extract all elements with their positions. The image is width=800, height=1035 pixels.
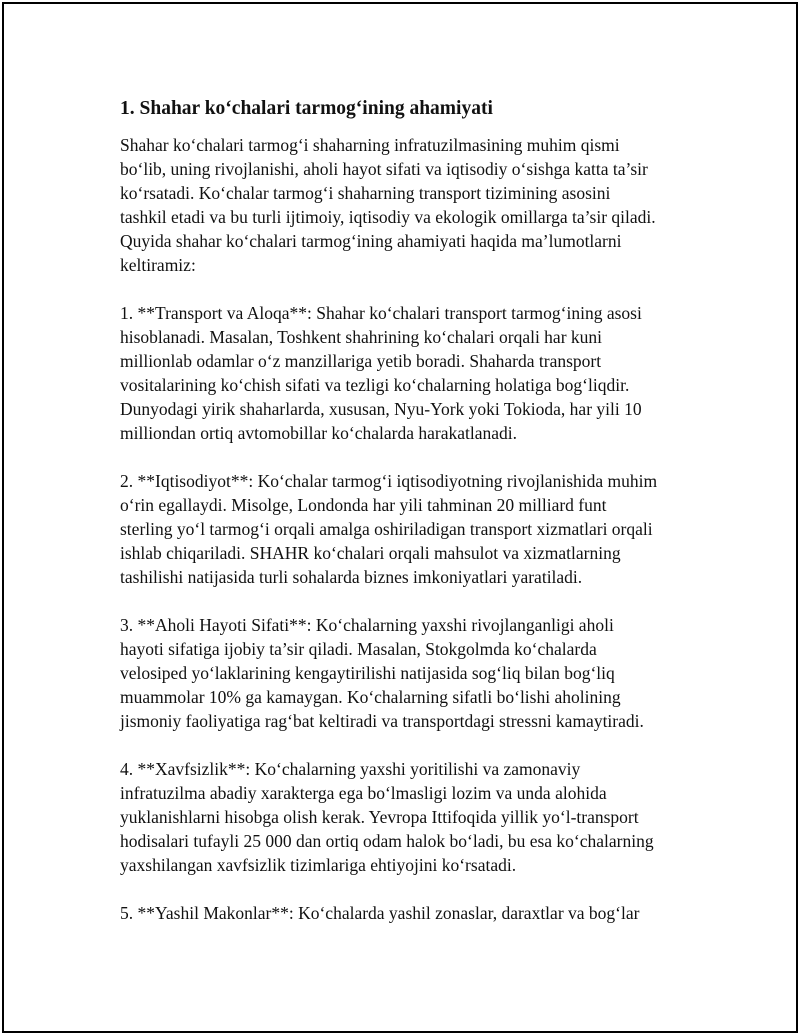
text-line: milliondan ortiq avtomobillar ko‘chalarda harakatlanadi. [120,423,518,443]
text-line: bo‘lib, uning rivojlanishi, aholi hayot sifati va iqtisodiy o‘sishga katta ta’sir [120,159,648,179]
text-line: o‘rin egallaydi. Misolge, Londonda har yili tahminan 20 milliard funt [120,495,607,515]
document-page [2,2,798,1033]
text-line: muammolar 10% ga kamaygan. Ko‘chalarning sifatli bo‘lishi aholining [120,687,621,707]
text-line: Shahar ko‘chalari tarmog‘i shaharning infratuzilmasining muhim qismi [120,135,620,155]
text-line: sterling yo‘l tarmog‘i orqali amalga oshiriladigan transport xizmatlari orqali [120,519,653,539]
document-body [120,96,720,949]
text-line: 5. **Yashil Makonlar**: Ko‘chalarda yashil zonaslar, daraxtlar va bog‘lar [120,903,640,923]
green-spaces-paragraph [120,901,720,925]
text-line: hisoblanadi. Masalan, Toshkent shahrining ko‘chalari orqali har kuni [120,327,603,347]
text-line: 1. **Transport va Aloqa**: Shahar ko‘chalari transport tarmog‘ining asosi [120,303,642,323]
text-line: tashilishi natijasida turli sohalarda biznes imkoniyatlari yaratiladi. [120,567,583,587]
quality-of-life-paragraph [120,613,720,733]
text-line: 2. **Iqtisodiyot**: Ko‘chalar tarmog‘i iqtisodiyotning rivojlanishida muhim [120,471,658,491]
text-line: hayoti sifatiga ijobiy ta’sir qiladi. Masalan, Stokgolmda ko‘chalarda [120,639,597,659]
text-line: vositalarining ko‘chish sifati va tezligi ko‘chalarning holatiga bog‘liqdir. [120,375,630,395]
text-line: 3. **Aholi Hayoti Sifati**: Ko‘chalarning yaxshi rivojlanganligi aholi [120,615,614,635]
section-heading: 1. Shahar ko‘chalari tarmog‘ining ahamiyati [120,98,493,119]
text-line: ishlab chiqariladi. SHAHR ko‘chalari orqali mahsulot va xizmatlarning [120,543,621,563]
text-line: millionlab odamlar o‘z manzillariga yetib boradi. Shaharda transport [120,351,602,371]
text-line: tashkil etadi va bu turli ijtimoiy, iqtisodiy va ekologik omillarga ta’sir qiladi. [120,207,656,227]
text-line: velosiped yo‘laklarining kengaytirilishi natijasida sog‘liq bilan bog‘liq [120,663,615,683]
transport-paragraph [120,301,720,445]
text-line: infratuzilma abadiy xarakterga ega bo‘lmasligi lozim va unda alohida [120,783,607,803]
intro-paragraph [120,133,720,277]
safety-paragraph [120,757,720,877]
text-line: yaxshilangan xavfsizlik tizimlariga ehtiyojini ko‘rsatadi. [120,855,517,875]
text-line: Quyida shahar ko‘chalari tarmog‘ining ahamiyati haqida ma’lumotlarni [120,231,622,251]
text-line: Dunyodagi yirik shaharlarda, xususan, Nyu-York yoki Tokioda, har yili 10 [120,399,642,419]
text-line: keltiramiz: [120,255,196,275]
economy-paragraph [120,469,720,589]
text-line: 4. **Xavfsizlik**: Ko‘chalarning yaxshi yoritilishi va zamonaviy [120,759,581,779]
text-line: hodisalari tufayli 25 000 dan ortiq odam halok bo‘ladi, bu esa ko‘chalarning [120,831,654,851]
text-line: ko‘rsatadi. Ko‘chalar tarmog‘i shaharning transport tizimining asosini [120,183,611,203]
text-line: jismoniy faoliyatiga rag‘bat keltiradi va transportdagi stressni kamaytiradi. [120,711,644,731]
text-line: yuklanishlarni hisobga olish kerak. Yevropa Ittifoqida yillik yo‘l-transport [120,807,639,827]
